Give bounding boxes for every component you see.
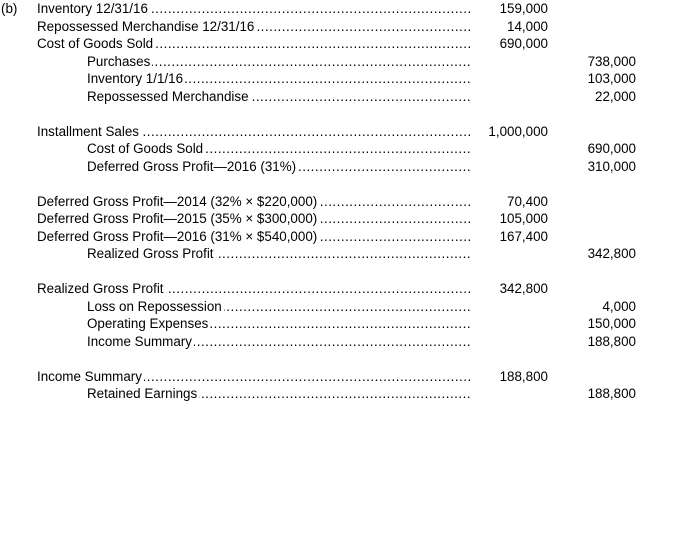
entry-line (37, 298, 642, 316)
account-name: Cost of Goods Sold (87, 141, 204, 156)
account-name: Repossessed Merchandise (87, 88, 249, 104)
entry-line (37, 280, 642, 298)
account-name: Cost of Goods Sold (37, 36, 154, 51)
entry-line (37, 140, 642, 158)
account-name: Realized Gross Profit (37, 281, 164, 296)
part-label: (b) (1, 1, 18, 16)
credit-amount: 738,000 (587, 53, 636, 69)
entry-line (37, 385, 642, 403)
account-name: Installment Sales (37, 123, 139, 139)
account-name: Income Summary (87, 333, 192, 349)
account-name: Inventory 1/1/16 (87, 71, 184, 86)
debit-amount: 105,000 (499, 211, 548, 226)
entry-line (37, 315, 642, 333)
credit-amount: 188,800 (587, 386, 636, 401)
journal-entry-closing-inventory (37, 0, 642, 105)
debit-amount: 70,400 (507, 193, 548, 209)
journal-entry-installment-sales (37, 123, 642, 176)
account-name: Purchases (87, 53, 151, 69)
debit-amount: 188,800 (499, 368, 548, 384)
debit-amount: 14,000 (507, 18, 548, 34)
credit-amount: 4,000 (602, 298, 636, 314)
entry-line (37, 210, 642, 228)
account-name: Income Summary (37, 368, 142, 384)
entry-line (37, 158, 642, 176)
account-name: Retained Earnings (87, 386, 198, 401)
debit-amount: 159,000 (499, 1, 548, 16)
entry-line (37, 333, 642, 351)
entry-line (37, 368, 642, 386)
credit-amount: 310,000 (587, 158, 636, 174)
entry-line (37, 245, 642, 263)
entry-line (37, 35, 642, 53)
account-name: Realized Gross Profit (87, 246, 214, 261)
credit-amount: 22,000 (595, 88, 636, 104)
entry-line (37, 88, 642, 106)
journal-entries (37, 0, 642, 420)
debit-amount: 167,400 (499, 228, 548, 244)
entry-line (37, 0, 642, 18)
account-name: Deferred Gross Profit—2016 (31%) (87, 158, 297, 174)
account-name: Deferred Gross Profit—2015 (35% × $300,000) (37, 211, 318, 226)
credit-amount: 342,800 (587, 246, 636, 261)
debit-amount: 690,000 (499, 36, 548, 51)
account-name: Operating Expenses (87, 316, 209, 331)
debit-amount: 1,000,000 (488, 123, 548, 139)
credit-amount: 188,800 (587, 333, 636, 349)
entry-line (37, 53, 642, 71)
entry-line (37, 123, 642, 141)
entry-line (37, 70, 642, 88)
debit-amount: 342,800 (499, 281, 548, 296)
account-name: Loss on Repossession (87, 298, 222, 314)
account-name: Deferred Gross Profit—2014 (32% × $220,000) (37, 193, 318, 209)
entry-line (37, 193, 642, 211)
journal-entry-realized-gross-profit (37, 193, 642, 263)
credit-amount: 150,000 (587, 316, 636, 331)
credit-amount: 103,000 (587, 71, 636, 86)
journal-entry-close-to-retained-earnings (37, 368, 642, 403)
entry-line (37, 228, 642, 246)
credit-amount: 690,000 (587, 141, 636, 156)
account-name: Inventory 12/31/16 (37, 1, 148, 16)
journal-entry-close-to-income-summary (37, 280, 642, 350)
entry-line (37, 18, 642, 36)
account-name: Deferred Gross Profit—2016 (31% × $540,000) (37, 228, 318, 244)
account-name: Repossessed Merchandise 12/31/16 (37, 18, 255, 34)
